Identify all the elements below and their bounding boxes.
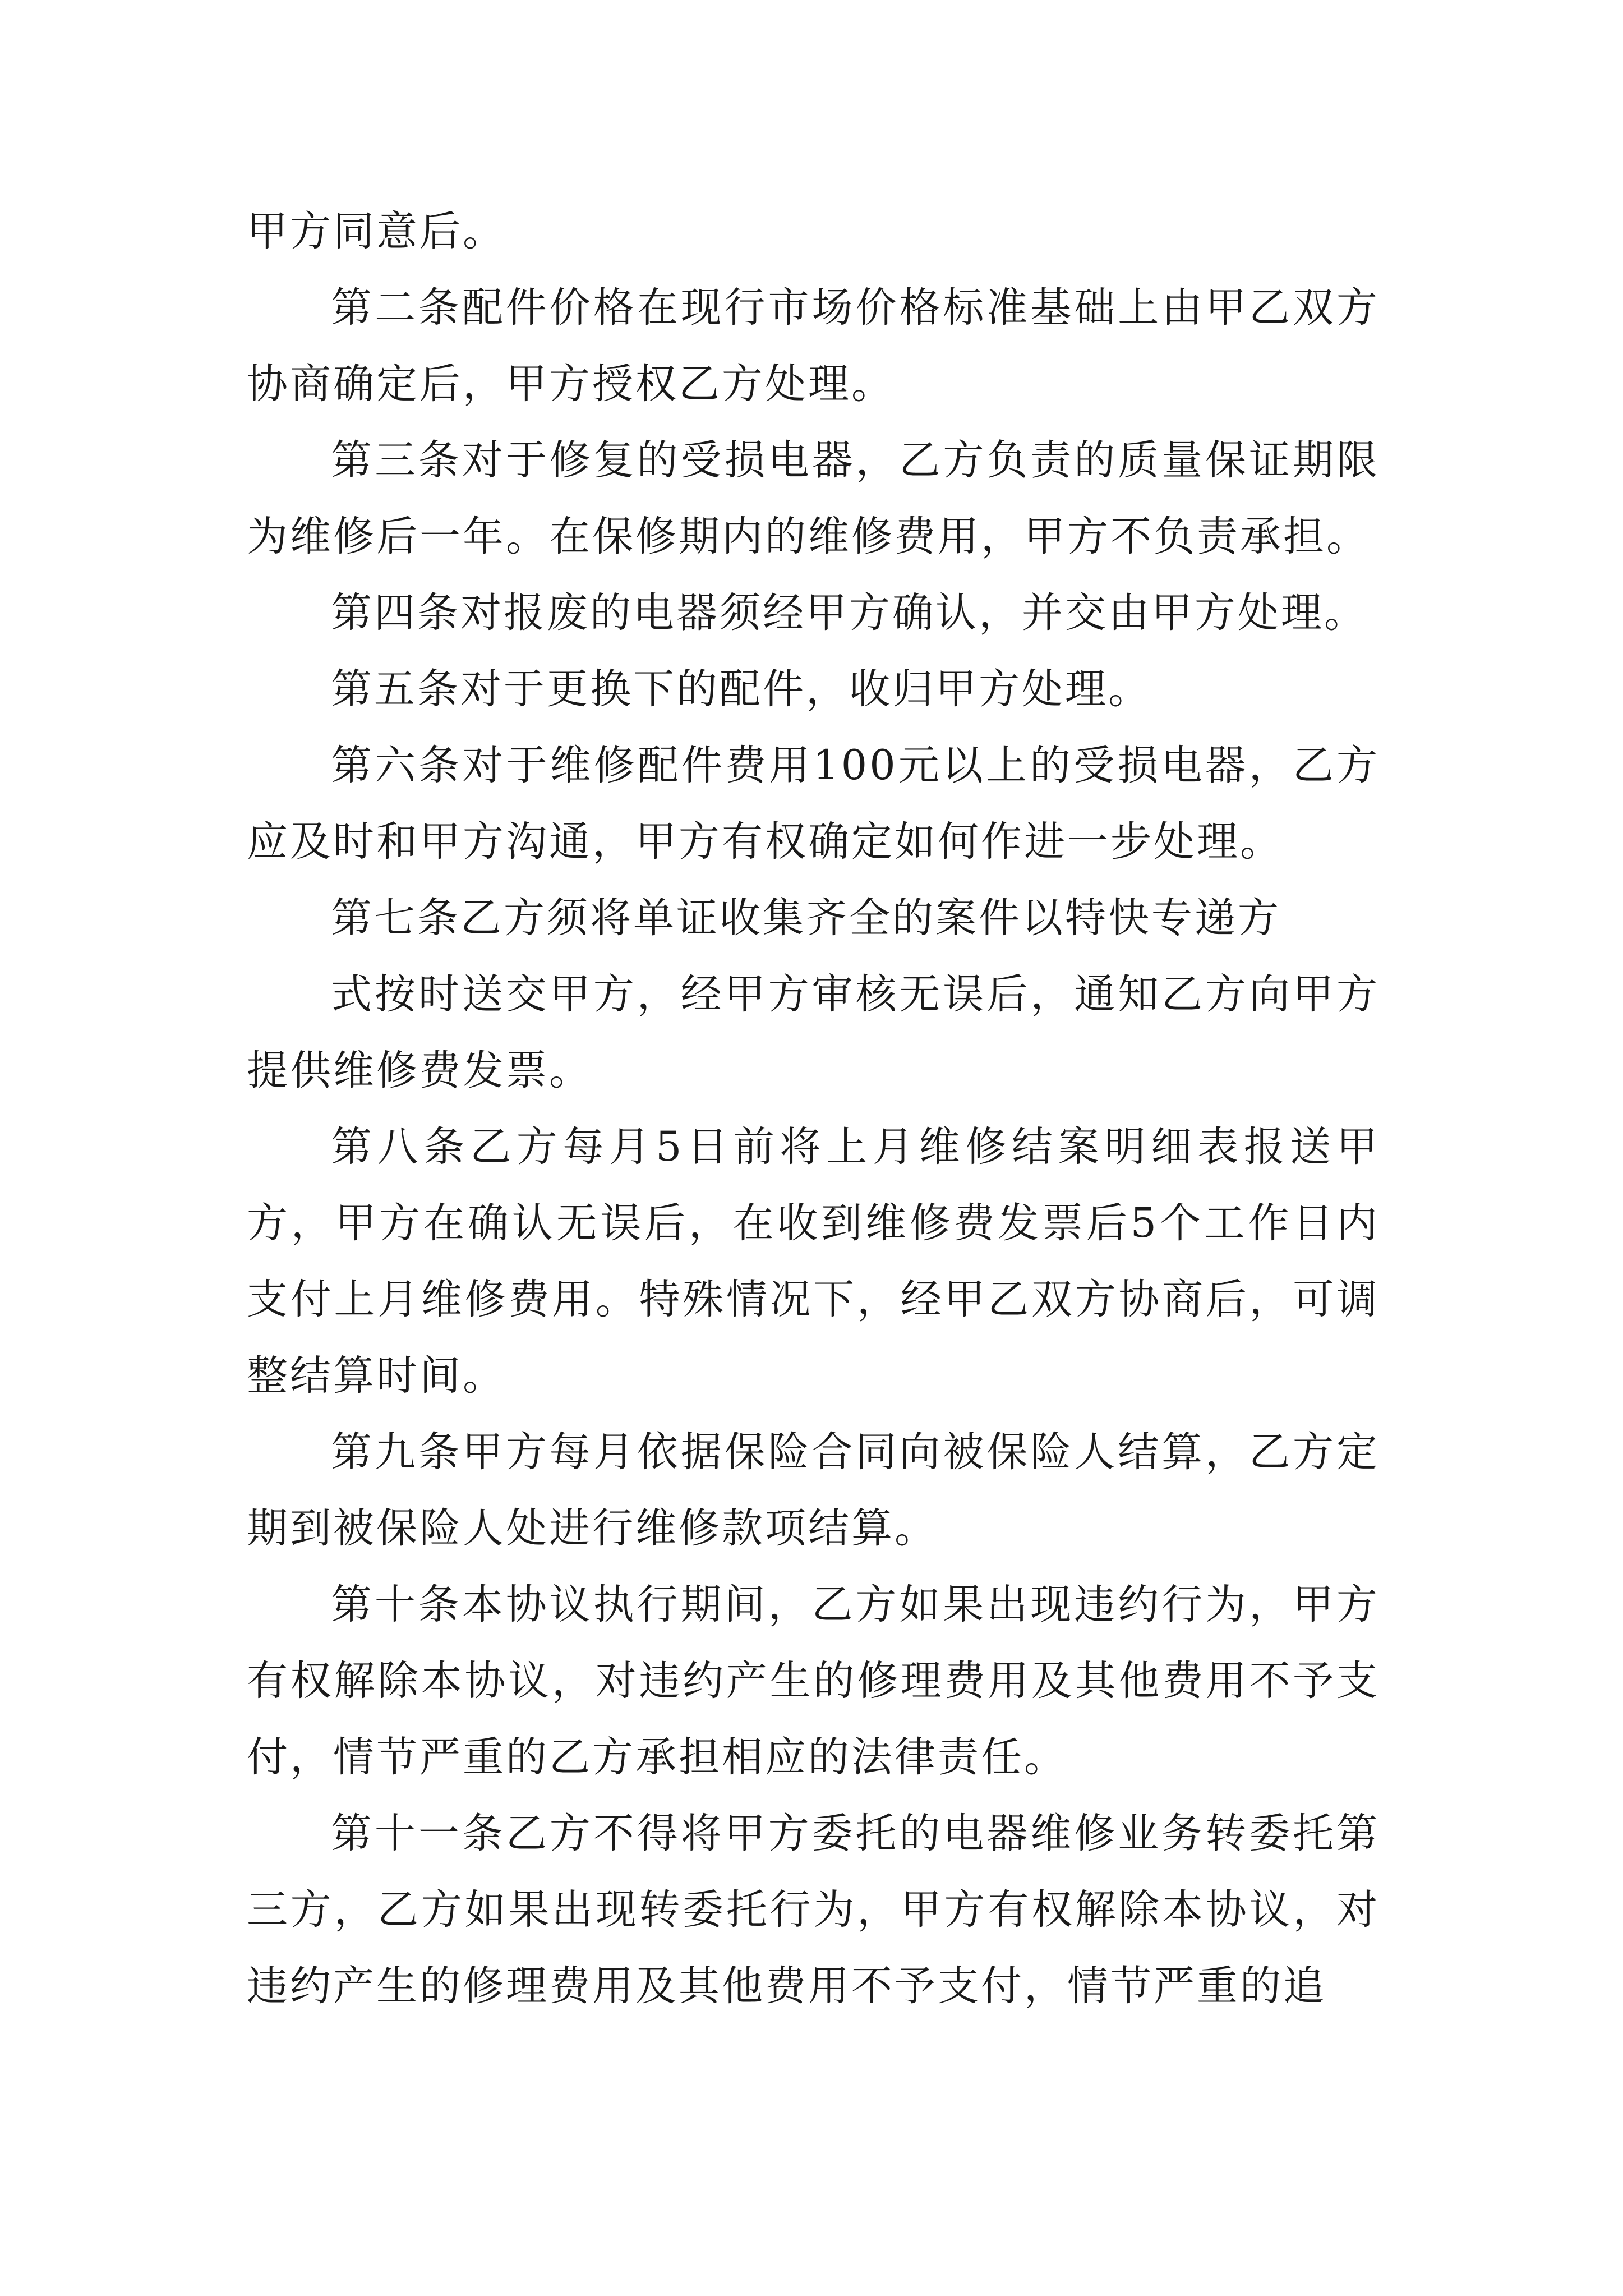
paragraph-article-10: 第十条本协议执行期间，乙方如果出现违约行为，甲方有权解除本协议，对违约产生的修理费用及其他费用不予支付，情节严重的乙方承担相应的法律责任。 <box>247 1581 1380 1781</box>
paragraph-article-6: 第六条对于维修配件费用100元以上的受损电器，乙方应及时和甲方沟通，甲方有权确定如何作进一步处理。 <box>247 742 1380 866</box>
paragraph-article-2: 第二条配件价格在现行市场价格标准基础上由甲乙双方协商确定后，甲方授权乙方处理。 <box>247 284 1380 408</box>
paragraph-article-7-line-2: 式按时送交甲方，经甲方审核无误后，通知乙方向甲方提供维修费发票。 <box>247 970 1380 1094</box>
paragraph-continuation: 甲方同意后。 <box>247 208 506 255</box>
paragraph-article-9: 第九条甲方每月依据保险合同向被保险人结算，乙方定期到被保险人处进行维修款项结算。 <box>247 1428 1380 1552</box>
paragraph-article-3: 第三条对于修复的受损电器，乙方负责的质量保证期限为维修后一年。在保修期内的维修费用，甲方不负责承担。 <box>247 436 1380 560</box>
paragraph-article-5: 第五条对于更换下的配件，收归甲方处理。 <box>331 665 1151 713</box>
document-body <box>247 194 1380 2024</box>
paragraph-article-11: 第十一条乙方不得将甲方委托的电器维修业务转委托第三方，乙方如果出现转委托行为，甲方有权解除本协议，对违约产生的修理费用及其他费用不予支付，情节严重的追 <box>247 1810 1380 2010</box>
paragraph-article-7-line-1: 第七条乙方须将单证收集齐全的案件以特快专递方 <box>331 894 1281 942</box>
paragraph-article-4: 第四条对报废的电器须经甲方确认，并交由甲方处理。 <box>331 589 1367 637</box>
paragraph-article-8: 第八条乙方每月5日前将上月维修结案明细表报送甲方，甲方在确认无误后，在收到维修费发票后5个工作日内支付上月维修费用。特殊情况下，经甲乙双方协商后，可调整结算时间。 <box>247 1123 1380 1400</box>
